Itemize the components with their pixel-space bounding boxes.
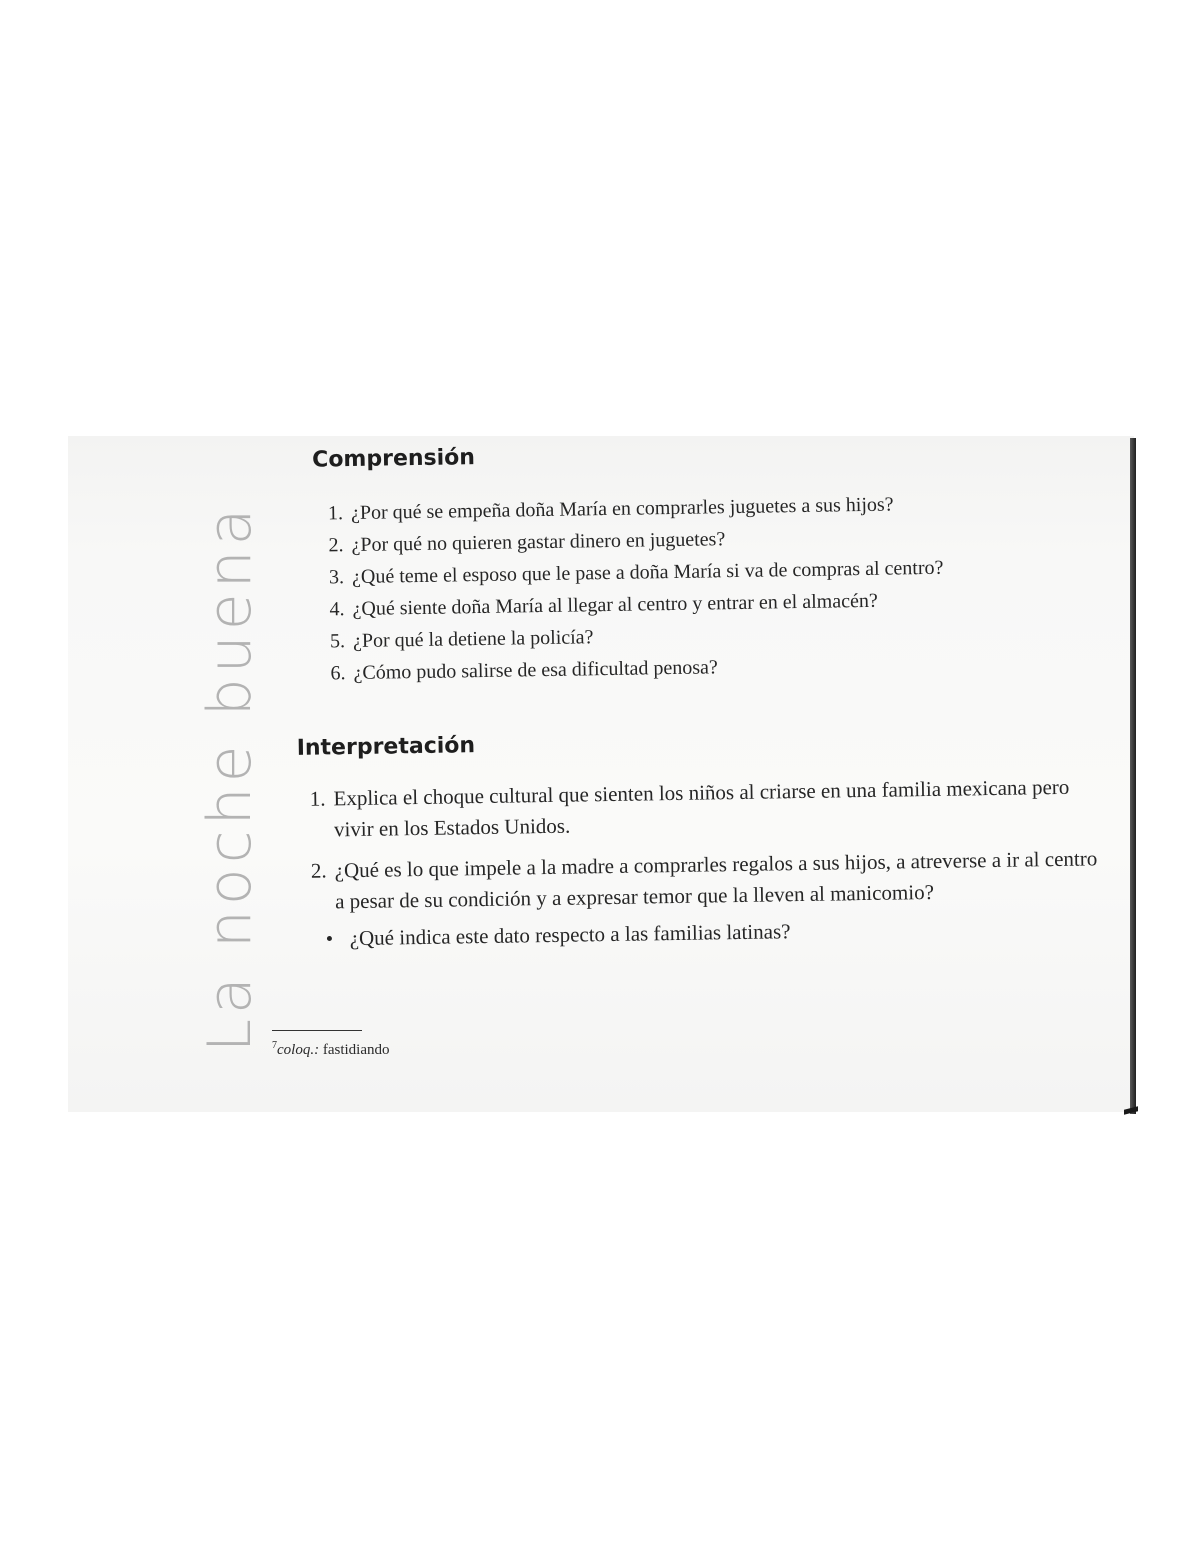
comprension-heading: Comprensión: [311, 445, 476, 473]
bullet-icon: •: [325, 926, 334, 951]
list-item: 3. ¿Qué teme el esposo que le pase a doña María si va de compras al centro?: [328, 556, 944, 589]
bullet-item: • ¿Qué indica este dato respecto a las familias latinas?: [325, 911, 1109, 954]
list-item: 2. ¿Por qué no quieren gastar dinero en juguetes?: [328, 528, 726, 557]
footnote-divider: [272, 1030, 362, 1031]
interpretacion-list: [297, 771, 1110, 955]
list-item: 1. Explica el choque cultural que sienten los niños al criarse en una familia mexicana pero vivir en los Estados Unidos.: [309, 774, 1070, 842]
list-item: 4. ¿Qué siente doña María al llegar al centro y entrar en el almacén?: [329, 589, 878, 621]
list-item: 5. ¿Por qué la detiene la policía?: [329, 626, 594, 653]
footnote: $^7$coloq.: fastidiando: [272, 1040, 390, 1058]
list-item: 1. ¿Por qué se empeña doña María en comprarles juguetes a sus hijos?: [327, 493, 894, 525]
list-item: 2. ¿Qué es lo que impele a la madre a comprarles regalos a sus hijos, a atreverse a ir al centro a pesar de su condición y a expresar temor que la lleven al manicomio?: [310, 846, 1098, 914]
comprension-list: [313, 486, 1076, 690]
list-item: 6. ¿Cómo pudo salirse de esa dificultad penosa?: [330, 656, 719, 685]
handwritten-note: La noche buena: [195, 503, 265, 1053]
questions-content: [290, 435, 1110, 951]
interpretacion-heading: Interpretación: [296, 733, 476, 761]
